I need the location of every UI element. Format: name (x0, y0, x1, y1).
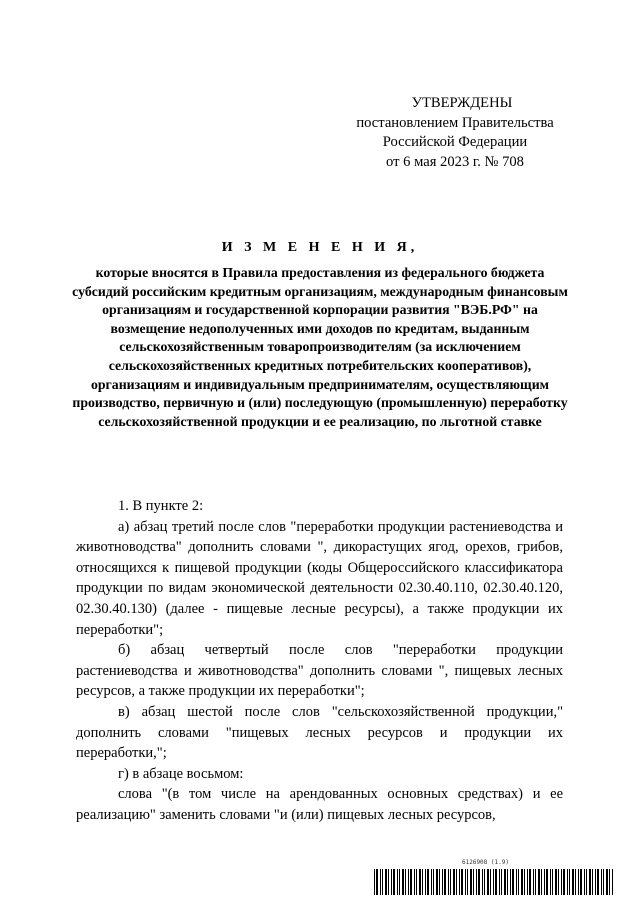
barcode-icon (374, 869, 616, 895)
approval-block (340, 94, 570, 172)
paragraph-subitem-g: г) в абзаце восьмом: (118, 765, 244, 782)
paragraph-subitem-b: б) абзац четвертый после слов "переработки продукции растениеводства и животноводства" дополнить словами ", пищевых лесных ресурсов, а также продукции их переработки"; (76, 642, 563, 700)
document-stamp (374, 859, 616, 895)
approval-line-date: от 6 мая 2023 г. № 708 (386, 153, 524, 170)
document-body (76, 496, 563, 826)
stamp-code: 6126908 (1.9) (462, 859, 509, 866)
paragraph-subitem-a: а) абзац третий после слов "переработки продукции растениеводства и животноводства" дополнить словами ", дикорастущих ягод, орехов, грибов, относящихся к пищевой продукции (коды Общероссийского классификатора продукции по видам экономической деятельности 02.30.40.110, 02.30.40.120, 02.30.40.130) (далее - пищевые лесные ресурсы), а также продукции их переработки"; (76, 518, 563, 638)
paragraph-item-1: 1. В пункте 2: (118, 498, 204, 514)
paragraph-subitem-v: в) абзац шестой после слов "сельскохозяйственной продукции," дополнить словами "пищевых лесных ресурсов и продукции их переработки,"; (76, 703, 563, 762)
document-subtitle: которые вносятся в Правила предоставления из федерального бюджета субсидий российским кредитным организациям, международным финансовым организациям и государственной корпорации развития "ВЭБ.РФ" на возмещение недополученных ими доходов по кредитам, выданным сельскохозяйственным товаропроизводителям (за исключением сельскохозяйственных кредитных потребительских кооперативов), организациям и индивидуальным предпринимателям, осуществляющим производство, первичную и (или) последующую (промышленную) переработку сельскохозяйственной продукции и ее реализацию, по льготной ставке (72, 265, 568, 429)
approval-title: УТВЕРЖДЕНЫ (411, 95, 513, 111)
approval-line-government: Российской Федерации (382, 134, 528, 151)
document-title: И З М Е Н Е Н И Я, (221, 240, 419, 255)
approval-line-decree: постановлением Правительства (356, 114, 554, 131)
paragraph-replacement: слова "(в том числе на арендованных основных средствах) и ее реализацию" заменить словами "и (или) пищевых лесных ресурсов, (76, 786, 563, 823)
document-heading (70, 240, 570, 431)
